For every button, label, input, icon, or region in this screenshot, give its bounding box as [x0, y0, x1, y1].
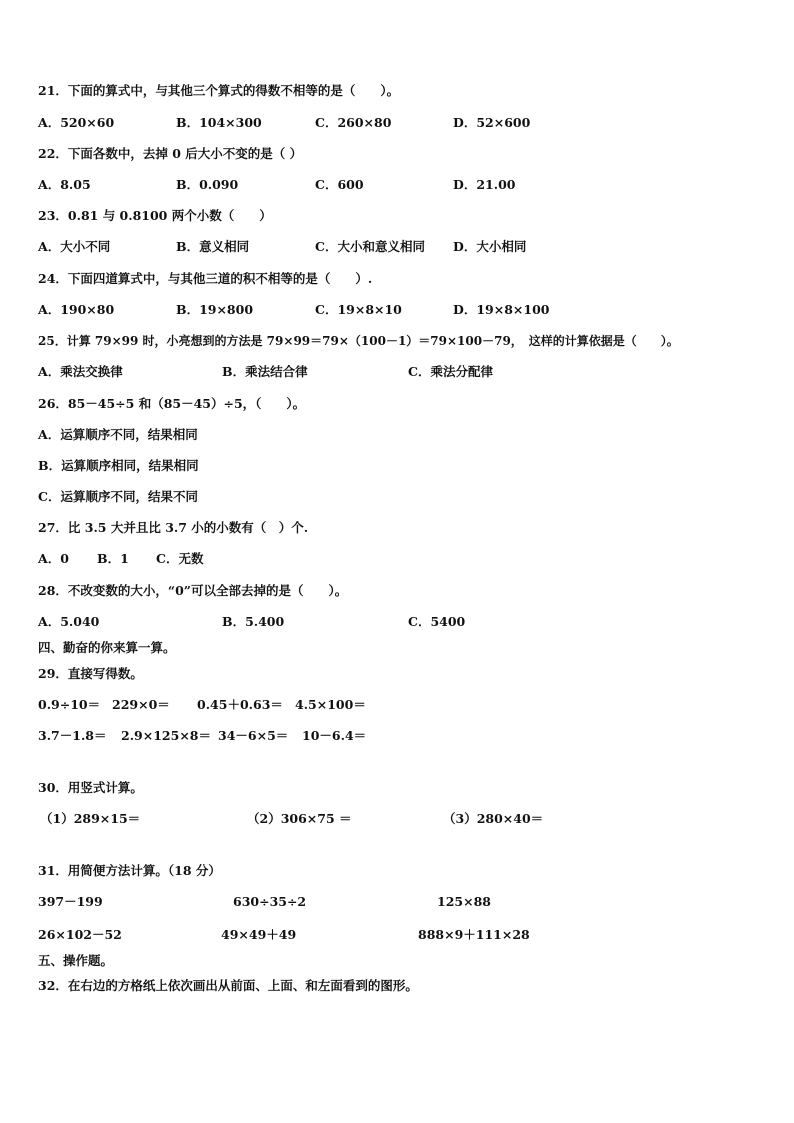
q21-option-c: C．260×80 — [315, 115, 392, 130]
q30-item-2: （2）306×75 ＝ — [247, 811, 352, 826]
section-5-heading: 五、操作题。 — [38, 953, 114, 968]
q26-option-a: A．运算顺序不同，结果相同 — [38, 427, 198, 442]
q29-item: 10－6.4＝ — [302, 728, 367, 743]
q28-option-c: C．5400 — [408, 614, 466, 629]
question-24-stem: 24．下面四道算式中，与其他三道的积不相等的是（ ）. — [38, 271, 373, 286]
question-21-stem: 21．下面的算式中，与其他三个算式的得数不相等的是（ ）。 — [38, 83, 400, 98]
question-22-stem: 22．下面各数中，去掉 0 后大小不变的是（ ） — [38, 146, 303, 161]
q23-option-c: C．大小和意义相同 — [315, 239, 425, 254]
question-31-stem: 31．用简便方法计算。（18 分） — [38, 863, 221, 878]
q29-item: 34－6×5＝ — [218, 728, 289, 743]
question-23-stem: 23．0.81 与 0.8100 两个小数（ ） — [38, 208, 272, 223]
section-4-heading: 四、勤奋的你来算一算。 — [38, 640, 176, 655]
q27-option-b: B．1 — [97, 551, 129, 566]
q29-item: 4.5×100＝ — [295, 697, 366, 712]
q23-option-b: B．意义相同 — [176, 239, 250, 254]
question-26-stem: 26．85－45÷5 和（85－45）÷5，（ ）。 — [38, 396, 306, 411]
q29-item: 2.9×125×8＝ — [121, 728, 211, 743]
q21-option-b: B．104×300 — [176, 115, 262, 130]
question-28-stem: 28．不改变数的大小，“0”可以全部去掉的是（ ）。 — [38, 583, 348, 598]
q27-option-c: C．无数 — [156, 551, 204, 566]
q26-option-b: B．运算顺序相同，结果相同 — [38, 458, 199, 473]
q22-option-b: B．0.090 — [176, 177, 239, 192]
q31-item: 125×88 — [437, 894, 491, 909]
q30-item-3: （3）280×40＝ — [443, 811, 544, 826]
q23-option-d: D．大小相同 — [453, 239, 527, 254]
q26-option-c: C．运算顺序不同，结果不同 — [38, 489, 198, 504]
q22-option-a: A．8.05 — [38, 177, 91, 192]
q31-item: 26×102－52 — [38, 927, 122, 942]
q31-item: 49×49＋49 — [221, 927, 297, 942]
question-25-stem: 25．计算 79×99 时，小亮想到的方法是 79×99＝79×（100－1）＝79×100－79， 这样的计算依据是（ ）。 — [38, 334, 679, 348]
question-29-stem: 29．直接写得数。 — [38, 666, 143, 681]
question-30-stem: 30．用竖式计算。 — [38, 780, 143, 795]
q29-item: 229×0＝ — [112, 697, 170, 712]
q21-option-d: D．52×600 — [453, 115, 531, 130]
q31-item: 888×9＋111×28 — [418, 927, 530, 942]
q23-option-a: A．大小不同 — [38, 239, 111, 254]
q22-option-c: C．600 — [315, 177, 364, 192]
q25-option-a: A．乘法交换律 — [38, 364, 123, 379]
question-27-stem: 27．比 3.5 大并且比 3.7 小的小数有（ ）个. — [38, 520, 309, 535]
q21-option-a: A．520×60 — [38, 115, 115, 130]
q22-option-d: D．21.00 — [453, 177, 516, 192]
question-32-stem: 32．在右边的方格纸上依次画出从前面、上面、和左面看到的图形。 — [38, 978, 418, 993]
q24-option-c: C．19×8×10 — [315, 302, 402, 317]
q24-option-a: A．190×80 — [38, 302, 115, 317]
q31-item: 397－199 — [38, 894, 103, 909]
q29-item: 0.9÷10＝ — [38, 697, 101, 712]
q31-item: 630÷35÷2 — [233, 894, 307, 909]
q24-option-d: D．19×8×100 — [453, 302, 550, 317]
q25-option-c: C．乘法分配律 — [408, 364, 493, 379]
q24-option-b: B．19×800 — [176, 302, 254, 317]
q30-item-1: （1）289×15＝ — [40, 811, 141, 826]
q28-option-a: A．5.040 — [38, 614, 100, 629]
q29-item: 0.45＋0.63＝ — [197, 697, 283, 712]
q25-option-b: B．乘法结合律 — [222, 364, 308, 379]
q27-option-a: A．0 — [38, 551, 69, 566]
q29-item: 3.7－1.8＝ — [38, 728, 107, 743]
q28-option-b: B．5.400 — [222, 614, 285, 629]
